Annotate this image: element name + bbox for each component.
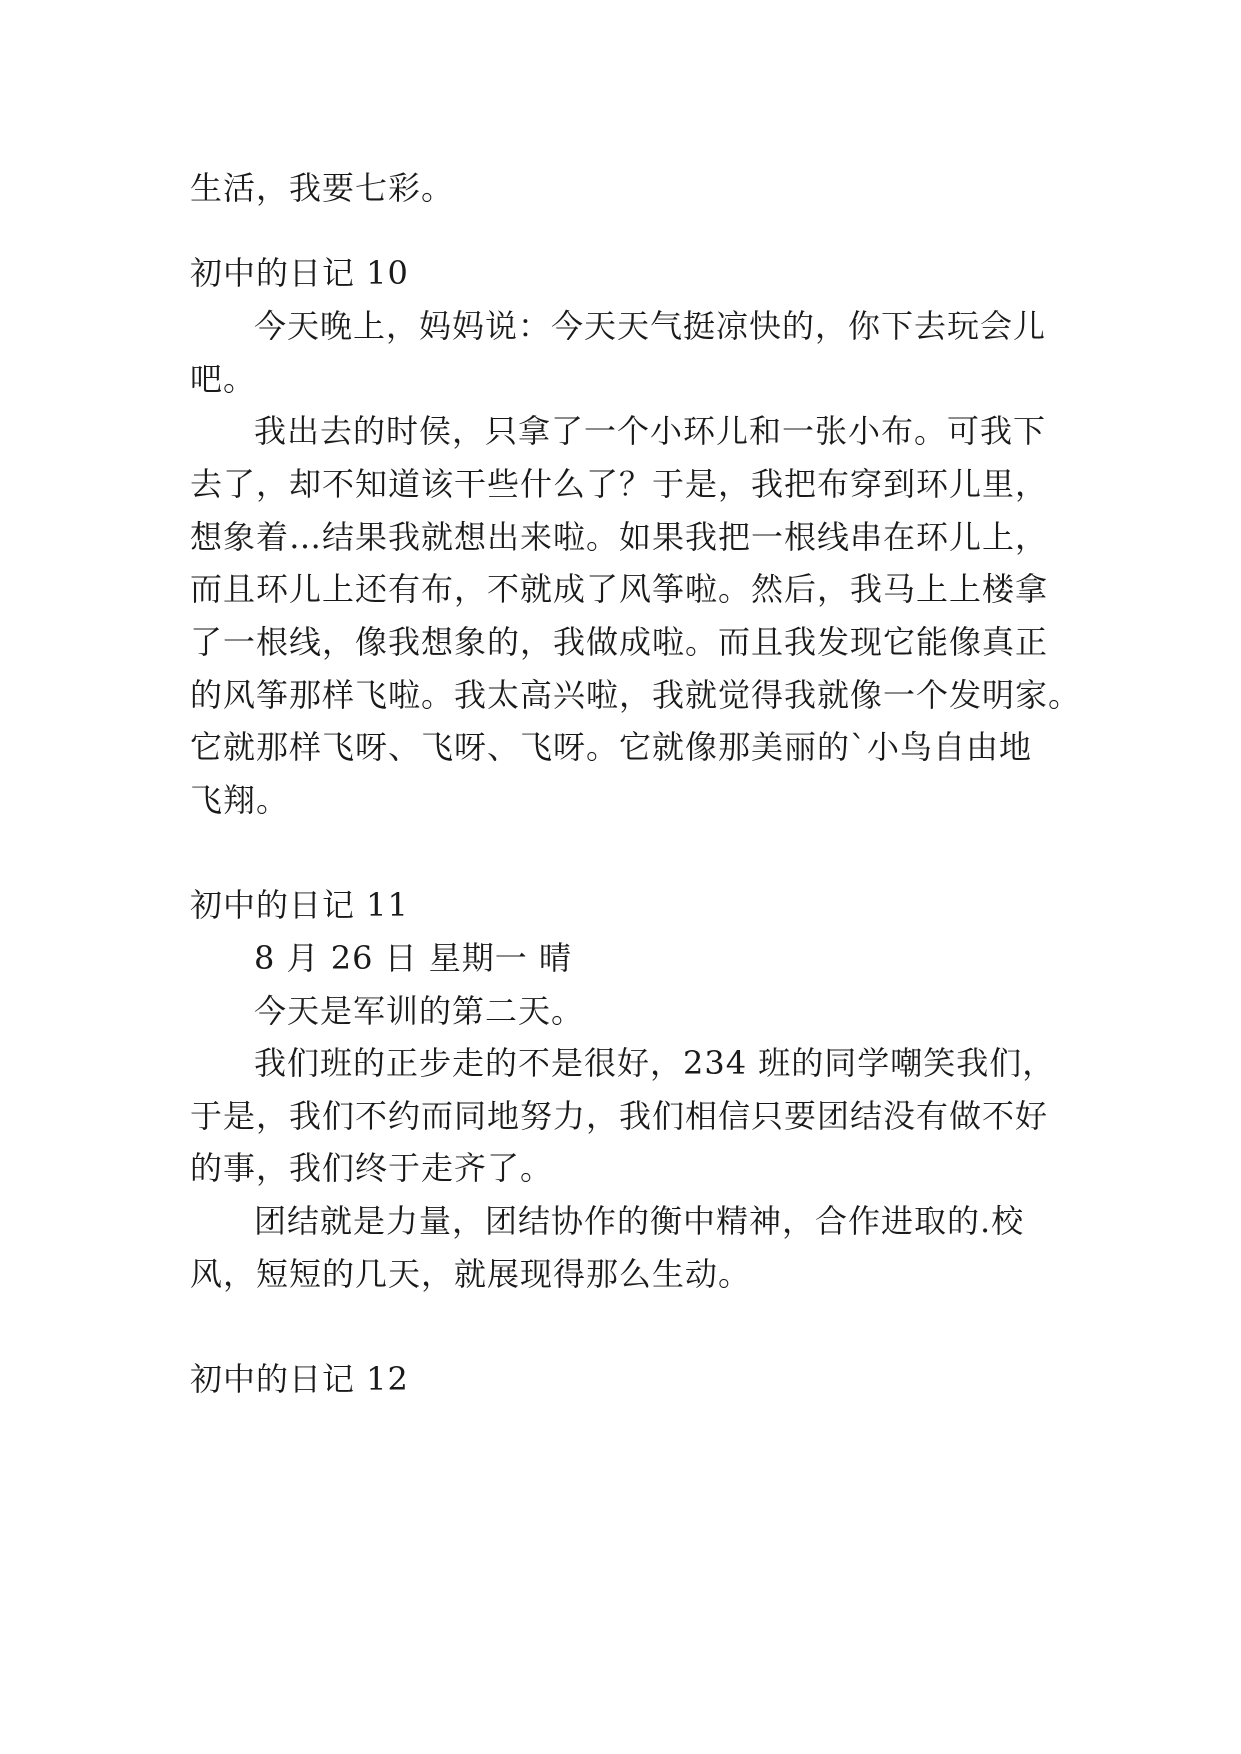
paragraph-line: 风，短短的几天，就展现得那么生动。 xyxy=(190,1255,752,1293)
diary-heading: 初中的日记 10 xyxy=(190,254,409,292)
paragraph-line: 的事，我们终于走齐了。 xyxy=(190,1149,554,1187)
paragraph-line: 团结就是力量，团结协作的衡中精神，合作进取的.校 xyxy=(254,1202,1025,1240)
paragraph-line: 生活，我要七彩。 xyxy=(190,169,455,207)
paragraph-line: 去了，却不知道该干些什么了？于是，我把布穿到环儿里， xyxy=(190,465,1049,503)
paragraph-line: 它就那样飞呀、飞呀、飞呀。它就像那美丽的`小鸟自由地 xyxy=(190,728,1033,766)
paragraph-line: 我出去的时侯，只拿了一个小环儿和一张小布。可我下 xyxy=(254,412,1047,450)
paragraph-line: 而且环儿上还有布，不就成了风筝啦。然后，我马上上楼拿 xyxy=(190,570,1049,608)
diary-date-line: 8 月 26 日 星期一 晴 xyxy=(254,939,572,977)
diary-heading: 初中的日记 11 xyxy=(190,886,409,924)
paragraph-line: 的风筝那样飞啦。我太高兴啦，我就觉得我就像一个发明家。 xyxy=(190,676,1082,714)
paragraph-line: 今天是军训的第二天。 xyxy=(254,992,585,1030)
paragraph-line: 吧。 xyxy=(190,360,257,398)
paragraph-line: 我们班的正步走的不是很好，234 班的同学嘲笑我们， xyxy=(254,1044,1056,1082)
diary-heading: 初中的日记 12 xyxy=(190,1360,409,1398)
paragraph-line: 于是，我们不约而同地努力，我们相信只要团结没有做不好 xyxy=(190,1097,1049,1135)
paragraph-line: 了一根线，像我想象的，我做成啦。而且我发现它能像真正 xyxy=(190,623,1049,661)
paragraph-line: 今天晚上，妈妈说：今天天气挺凉快的，你下去玩会儿 xyxy=(254,307,1047,345)
paragraph-line: 想象着…结果我就想出来啦。如果我把一根线串在环儿上， xyxy=(190,518,1049,556)
paragraph-line: 飞翔。 xyxy=(190,781,290,819)
